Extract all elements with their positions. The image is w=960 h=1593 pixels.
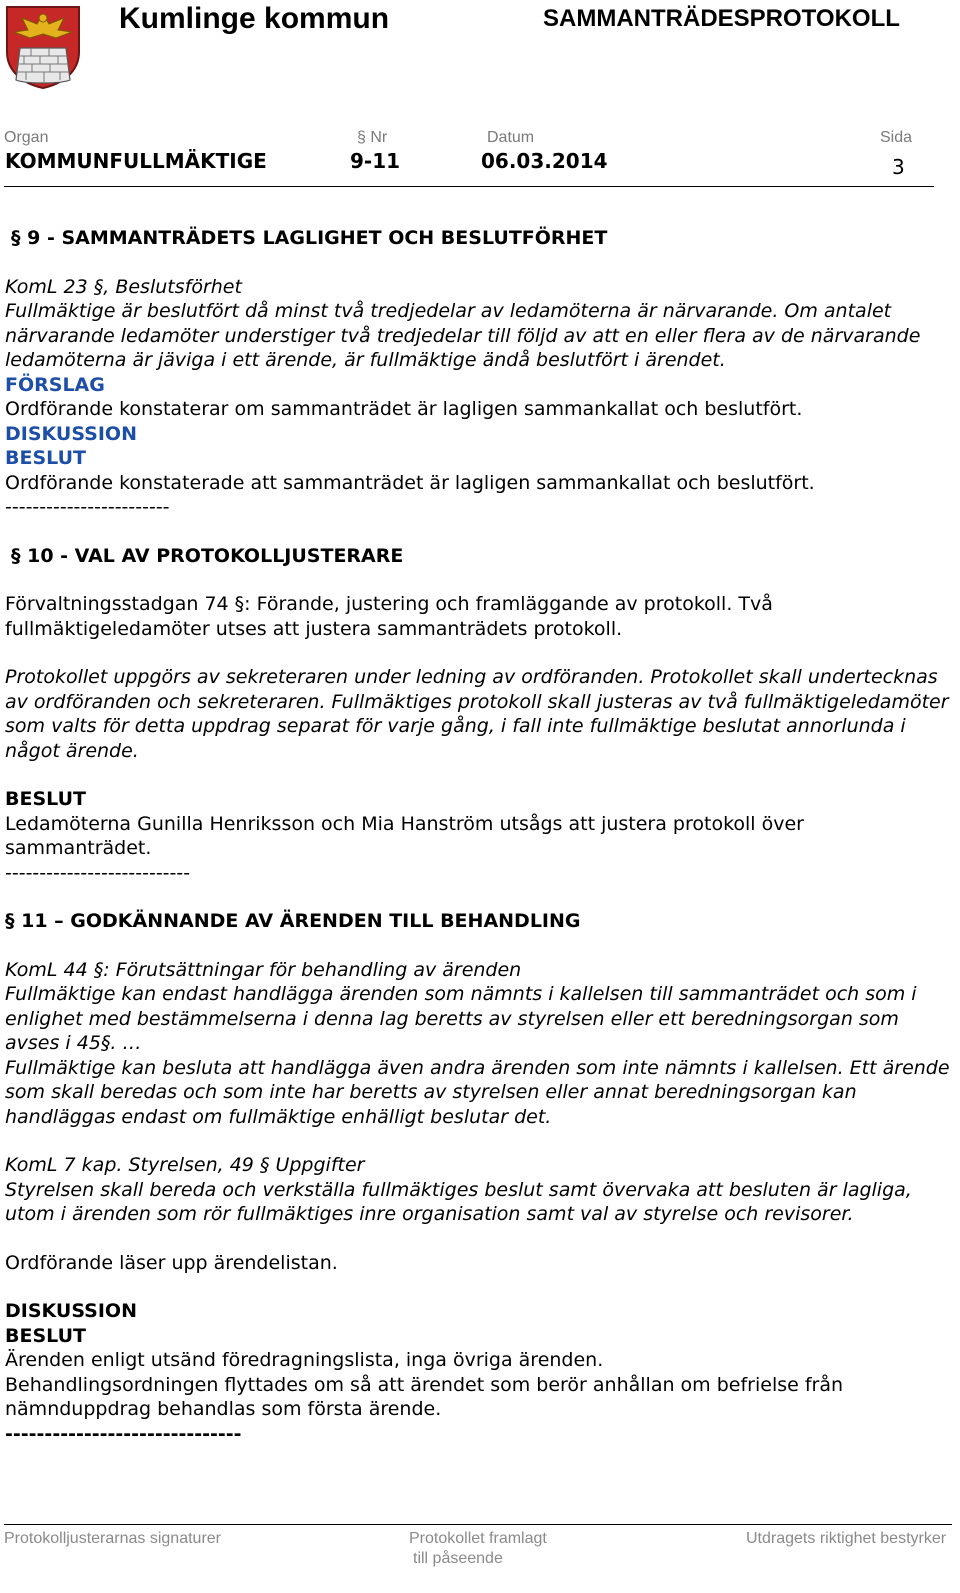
- footer-divider: [4, 1524, 952, 1525]
- s10-separator: ---------------------------: [5, 861, 191, 884]
- s9-forslag-text: Ordförande konstaterar om sammanträdet är lagligen sammankallat och beslutfört.: [5, 398, 803, 420]
- s11-law1-reference: KomL 44 §: Förutsättningar för behandling av ärenden: [5, 958, 522, 981]
- s11-beslut-text-2: Behandlingsordningen flyttades om så att ärendet som berör anhållan om befrielse från nämnduppdrag behandlas som första ärende.: [5, 1373, 844, 1420]
- nr-value: 9-11: [350, 149, 401, 173]
- footer-signatures-label: Protokolljusterarnas signaturer: [4, 1530, 221, 1547]
- s10-beslut-label: BESLUT: [5, 788, 86, 810]
- section-10-heading: § 10 - VAL AV PROTOKOLLJUSTERARE: [11, 544, 404, 567]
- organ-value: KOMMUNFULLMÄKTIGE: [5, 149, 267, 173]
- s9-forslag-label: FÖRSLAG: [5, 373, 105, 396]
- page-number: 3: [892, 155, 905, 179]
- s9-separator: ------------------------: [5, 496, 170, 518]
- organ-label: Organ: [4, 129, 49, 146]
- nr-label: § Nr: [357, 129, 388, 146]
- s9-beslut-label: BESLUT: [5, 447, 86, 469]
- sida-label: Sida: [880, 129, 913, 146]
- s9-law-reference: KomL 23 §, Beslutsförhet: [5, 275, 242, 298]
- s11-law2-reference: KomL 7 kap. Styrelsen, 49 § Uppgifter: [5, 1154, 365, 1176]
- s11-beslut-label: BESLUT: [5, 1324, 86, 1347]
- footer-posted-label-1: Protokollet framlagt: [409, 1530, 547, 1547]
- s11-separator: ------------------------------: [5, 1422, 242, 1445]
- s9-beslut-text: Ordförande konstaterade att sammanträdet är lagligen sammankallat och beslutfört.: [5, 471, 815, 494]
- s9-law-text: Fullmäktige är beslutfört då minst två tredjedelar av ledamöterna är närvarande. Om antalet närvarande ledamöter understiger två tredjedelar till följd av att en eller flera av de närvarande ledamöterna är jäviga i ett ärende, är fullmäktige ändå beslutfört i ärendet.: [5, 300, 921, 371]
- s10-text-1: Förvaltningsstadgan 74 §: Förande, justering och framläggande av protokoll. Två fullmäktigeledamöter utses att justera sammanträdets protokoll.: [5, 593, 773, 640]
- s11-beslut-text-1: Ärenden enligt utsänd föredragningslista, inga övriga ärenden.: [5, 1349, 604, 1371]
- s9-diskussion-label: DISKUSSION: [5, 422, 137, 445]
- s10-text-2: Protokollet uppgörs av sekreteraren under ledning av ordföranden. Protokollet skall undertecknas av ordföranden och sekreteraren. Fullmäktiges protokoll skall justeras av två fullmäktigeledamöter som valts för detta uppdrag separat för varje gång, i fall inte fullmäktige beslutat annorlunda i något ärende.: [5, 666, 949, 762]
- s11-diskussion-label: DISKUSSION: [5, 1300, 137, 1322]
- document-body: [5, 226, 955, 1446]
- section-11-heading: § 11 – GODKÄNNANDE AV ÄRENDEN TILL BEHANDLING: [5, 910, 581, 932]
- s11-law2-text: Styrelsen skall bereda och verkställa fullmäktiges beslut samt övervaka att besluten är lagliga, utom i ärenden som rör fullmäktiges inre organisation samt val av styrelse och revisorer.: [5, 1178, 912, 1225]
- header-divider: [4, 186, 934, 187]
- footer-certify-label: Utdragets riktighet bestyrker: [746, 1530, 947, 1547]
- s11-law1-text-b: Fullmäktige kan besluta att handlägga även andra ärenden som inte nämnts i kallelsen. Ett ärende som skall beredas och som inte har beretts av styrelsen eller annat beredningsorgan kan handläggas endast om fullmäktige enhälligt beslutar det.: [5, 1056, 950, 1128]
- s11-law1-text-a: Fullmäktige kan endast handlägga ärenden som nämnts i kallelsen till sammanträdet och som i enlighet med bestämmelserna i denna lag beretts av styrelsen eller ett beredningsorgan som avses i 45§. …: [5, 983, 917, 1054]
- datum-value: 06.03.2014: [481, 149, 608, 173]
- document-type: SAMMANTRÄDESPROTOKOLL: [543, 5, 900, 32]
- section-9-heading: § 9 - SAMMANTRÄDETS LAGLIGHET OCH BESLUTFÖRHET: [11, 227, 608, 249]
- footer-posted-label-2: till påseende: [413, 1550, 503, 1567]
- municipality-name: Kumlinge kommun: [119, 2, 390, 35]
- s11-note: Ordförande läser upp ärendelistan.: [5, 1251, 338, 1274]
- datum-label: Datum: [487, 129, 535, 146]
- s10-beslut-text: Ledamöterna Gunilla Henriksson och Mia Hanström utsågs att justera protokoll över sammanträdet.: [5, 812, 804, 859]
- municipality-crest-logo: [4, 4, 82, 90]
